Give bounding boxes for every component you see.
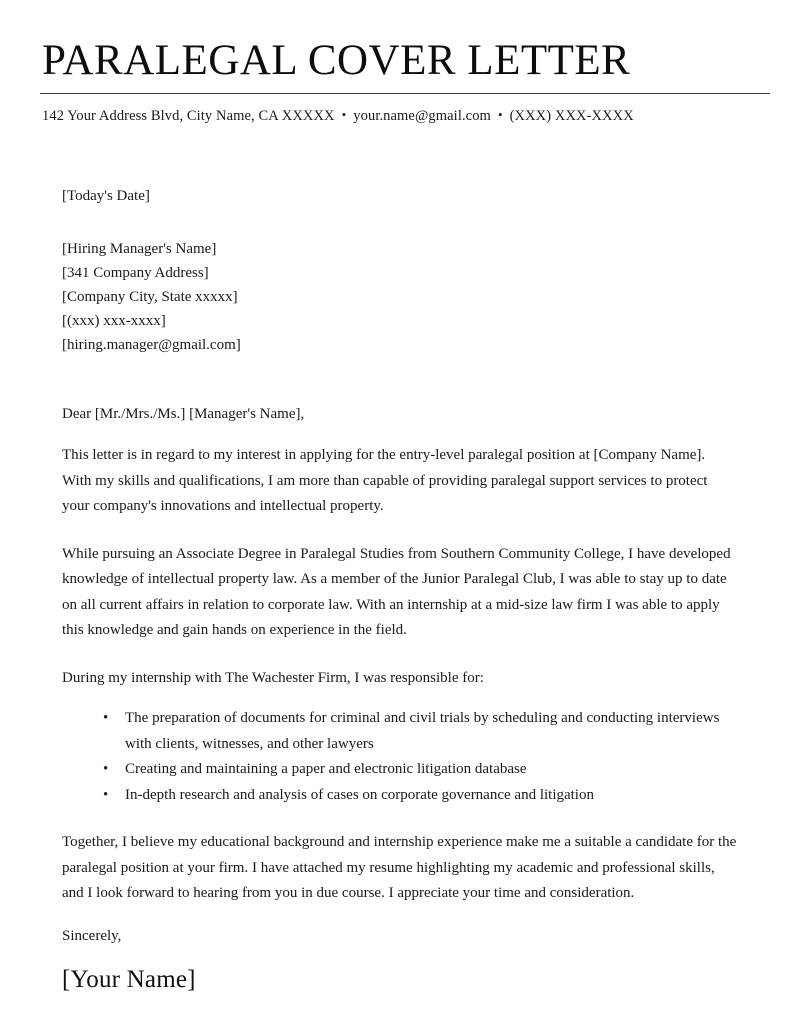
contact-line [40, 94, 760, 125]
bullet-icon: • [103, 786, 109, 803]
body-paragraph-2: While pursuing an Associate Degree in Paralegal Studies from Southern Community College, I have developed knowledge of intellectual property law. As a member of the Junior Paralegal Club, I was able to stay up to date on all current affairs in relation to corporate law. With an internship at a mid-size law firm I was able to apply this knowledge and gain hands on experience in the field. [62, 545, 731, 639]
contact-phone: (XXX) XXX-XXXX [509, 108, 634, 125]
list-item [103, 706, 738, 757]
bullet-icon: • [103, 761, 109, 778]
closing-salutation: Sincerely, [62, 927, 122, 944]
recipient-block [62, 237, 738, 357]
salutation: Dear [Mr./Mrs./Ms.] [Manager's Name], [62, 406, 305, 423]
list-item [103, 757, 738, 783]
contact-separator-icon: • [497, 107, 503, 123]
letter-body [0, 189, 800, 944]
page-title: PARALEGAL COVER LETTER [42, 37, 631, 84]
list-item-label: The preparation of documents for criminal and civil trials by scheduling and conducting interviews with clients, witnesses, and other lawyers [125, 710, 720, 752]
signature-name: [Your Name] [62, 966, 196, 993]
list-item-label: In-depth research and analysis of cases on corporate governance and litigation [125, 786, 594, 803]
letter-date: [Today's Date] [62, 188, 150, 205]
letter-header [0, 0, 800, 125]
recipient-address: [341 Company Address] [62, 265, 209, 282]
body-paragraph-1: This letter is in regard to my interest in applying for the entry-level paralegal position at [Company Name]. With my skills and qualifications, I am more than capable of providing paralegal support services to protect your company's innovations and intellectual property. [62, 447, 708, 515]
contact-separator-icon: • [341, 107, 347, 123]
recipient-email: [hiring.manager@gmail.com] [62, 337, 241, 354]
recipient-name: [Hiring Manager's Name] [62, 241, 217, 258]
contact-email: your.name@gmail.com [353, 108, 491, 125]
contact-address: 142 Your Address Blvd, City Name, CA XXXXX [42, 108, 335, 125]
recipient-phone: [(xxx) xxx-xxxx] [62, 313, 166, 330]
list-item-label: Creating and maintaining a paper and electronic litigation database [125, 761, 527, 778]
bullet-icon: • [103, 710, 109, 727]
body-paragraph-closing: Together, I believe my educational background and internship experience make me a suitable a candidate for the paralegal position at your firm. I have attached my resume highlighting my academic and professional skills, and I look forward to hearing from you in due course. I appreciate your time and consideration. [62, 834, 737, 902]
duties-list [62, 706, 738, 808]
list-item [103, 783, 738, 809]
body-paragraph-3: During my internship with The Wachester Firm, I was responsible for: [62, 669, 484, 686]
recipient-city-state-zip: [Company City, State xxxxx] [62, 289, 238, 306]
